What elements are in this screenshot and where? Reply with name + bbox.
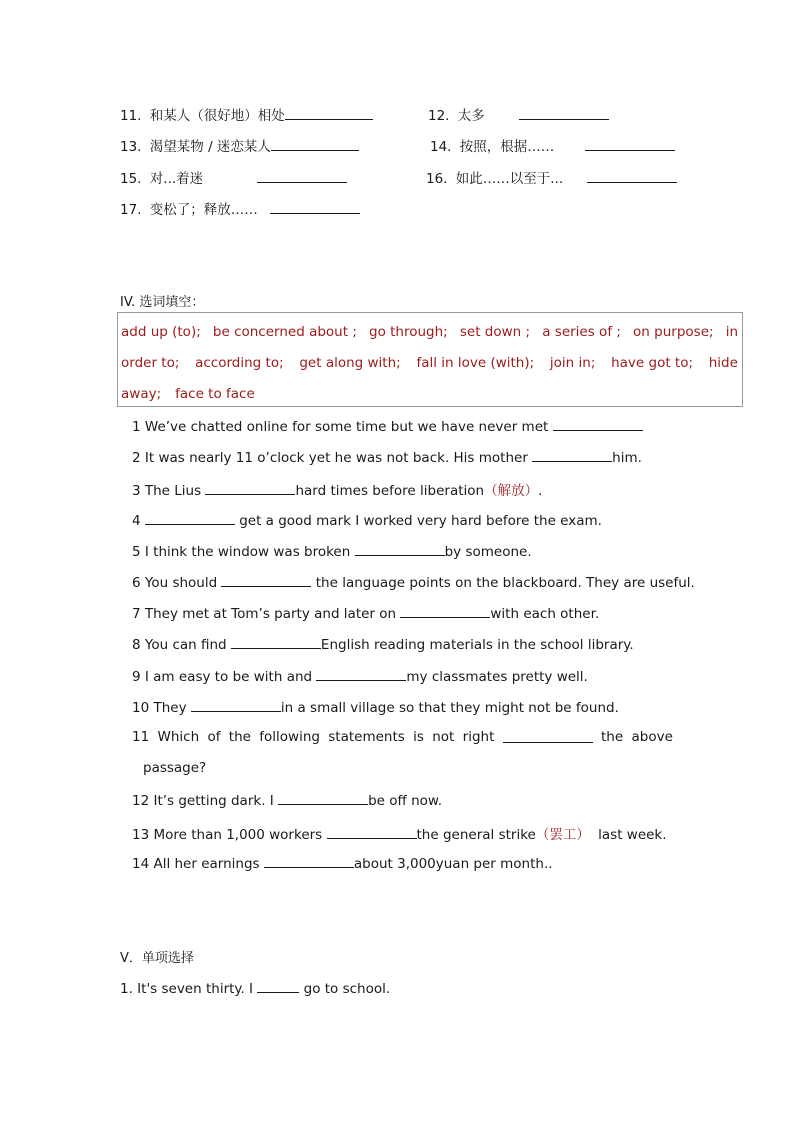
question-text: 5 I think the window was broken [132, 544, 351, 560]
question-13 [132, 823, 667, 843]
answer-blank[interactable] [270, 200, 360, 214]
answer-blank[interactable] [532, 448, 612, 462]
vocab-item-17 [120, 198, 360, 218]
question-text: be off now. [368, 793, 442, 809]
word-option: order to; [121, 355, 180, 371]
answer-blank[interactable] [191, 698, 281, 712]
answer-blank[interactable] [257, 979, 299, 993]
question-word: the [601, 729, 624, 745]
vocab-text: 和某人（很好地）相处 [149, 108, 285, 124]
question-text: the general strike [416, 827, 536, 843]
vocab-item-13 [120, 135, 359, 155]
question-text: 6 You should [132, 575, 218, 591]
section-heading-iv: IV. 选词填空： [120, 295, 205, 310]
word-option: set down ; [459, 324, 531, 340]
answer-blank[interactable] [327, 825, 417, 839]
word-bank-line-3 [121, 386, 738, 402]
word-option: face to face [175, 386, 255, 402]
vocab-text: 变松了；释放…… [149, 202, 258, 218]
question-text: 7 They met at Tom’s party and later on [132, 606, 397, 622]
question-text: about 3,000yuan per month.. [353, 856, 553, 872]
vocab-number: 12. [428, 108, 450, 124]
word-option: get along with; [299, 355, 401, 371]
question-word: above [631, 729, 673, 745]
answer-blank[interactable] [400, 604, 490, 618]
question-text: 8 You can find [132, 637, 227, 653]
word-option: away; [121, 386, 162, 402]
question-text: 1 We’ve chatted online for some time but we have never met [132, 419, 549, 435]
question-text: 13 More than 1,000 workers [132, 827, 323, 843]
question-text: get a good mark I worked very hard before the exam. [239, 513, 602, 529]
question-text: 2 It was nearly 11 o’clock yet he was not back. His mother [132, 450, 528, 466]
question-text: 14 All her earnings [132, 856, 260, 872]
word-bank-line-2 [121, 355, 738, 371]
question-text: 10 They [132, 700, 187, 716]
answer-blank[interactable] [257, 169, 347, 183]
vocab-number: 13. [120, 139, 142, 155]
answer-blank[interactable] [271, 137, 359, 151]
chinese-gloss: （罢工） [535, 827, 590, 843]
question-text: 3 The Lius [132, 483, 202, 499]
word-option: join in; [549, 355, 596, 371]
question-text: 12 It’s getting dark. I [132, 793, 274, 809]
question-text: 4 [132, 513, 141, 529]
word-bank-line-1 [121, 324, 738, 340]
word-option: go through; [369, 324, 448, 340]
question-1 [132, 417, 643, 435]
word-option: fall in love (with); [416, 355, 535, 371]
vocab-item-14 [430, 135, 675, 155]
vocab-number: 14. [430, 139, 452, 155]
question-text: in a small village so that they might not be found. [280, 700, 619, 716]
word-option: a series of ; [542, 324, 621, 340]
question-3 [132, 479, 542, 499]
answer-blank[interactable] [205, 481, 295, 495]
answer-blank[interactable] [355, 542, 445, 556]
vocab-text: 渴望某物 / 迷恋某人 [149, 139, 271, 155]
question-word: 11 [132, 729, 150, 745]
vocab-number: 16. [426, 171, 448, 187]
question-10 [132, 698, 619, 716]
answer-blank[interactable] [553, 417, 643, 431]
question-text: my classmates pretty well. [406, 669, 588, 685]
question-text: him. [612, 450, 642, 466]
question-2 [132, 448, 642, 466]
question-text: with each other. [490, 606, 600, 622]
answer-blank[interactable] [145, 511, 235, 525]
vocab-item-11 [120, 104, 373, 124]
question-text: English reading materials in the school library. [320, 637, 634, 653]
answer-blank[interactable] [231, 635, 321, 649]
vocab-text: 对...着迷 [149, 171, 204, 187]
word-option: on purpose; [633, 324, 714, 340]
answer-blank[interactable] [519, 106, 609, 120]
answer-blank[interactable] [285, 106, 373, 120]
question-word: right [462, 729, 495, 745]
answer-blank[interactable] [221, 573, 311, 587]
question-word: following [259, 729, 320, 745]
question-7 [132, 604, 599, 622]
vocab-text: 按照，根据…… [459, 139, 555, 155]
vocab-number: 17. [120, 202, 142, 218]
answer-blank[interactable] [278, 791, 368, 805]
question-text: by someone. [444, 544, 532, 560]
word-option: in [725, 324, 738, 340]
question-text: the language points on the blackboard. They are useful. [315, 575, 695, 591]
word-option: add up (to); [121, 324, 201, 340]
question-word: the [228, 729, 251, 745]
question-8 [132, 635, 634, 653]
question-text: 9 I am easy to be with and [132, 669, 313, 685]
question-4 [132, 511, 602, 529]
question-text: go to school. [303, 981, 391, 997]
vocab-text: 如此……以至于... [455, 171, 564, 187]
vocab-number: 11. [120, 108, 142, 124]
answer-blank[interactable] [264, 854, 354, 868]
section-heading-v: V．单项选择 [120, 951, 194, 966]
question-text: . [538, 483, 543, 499]
answer-blank[interactable] [316, 667, 406, 681]
word-bank-box [117, 312, 743, 407]
vocab-number: 15. [120, 171, 142, 187]
vocab-text: 太多 [457, 108, 485, 124]
word-option: have got to; [611, 355, 694, 371]
word-option: according to; [195, 355, 284, 371]
question-11-continued: passage? [143, 760, 207, 776]
question-word: not [432, 729, 455, 745]
question-text: 1. It's seven thirty. I [120, 981, 254, 997]
question-word: of [207, 729, 221, 745]
vocab-item-12 [428, 104, 609, 124]
word-option: hide [708, 355, 738, 371]
answer-blank[interactable] [503, 729, 593, 743]
chinese-gloss: （解放） [484, 483, 539, 499]
word-option: be concerned about ; [212, 324, 357, 340]
question-11 [132, 729, 673, 745]
question-word: statements [328, 729, 405, 745]
question-14 [132, 854, 553, 872]
vocab-item-15 [120, 167, 347, 187]
question-word: is [413, 729, 424, 745]
question-text: hard times before liberation [295, 483, 485, 499]
question-word: Which [157, 729, 200, 745]
question-6 [132, 573, 695, 591]
answer-blank[interactable] [585, 137, 675, 151]
answer-blank[interactable] [587, 169, 677, 183]
question-text: last week. [598, 827, 667, 843]
question-9 [132, 667, 588, 685]
question-12 [132, 791, 442, 809]
choice-question-1 [120, 979, 390, 997]
vocab-item-16 [426, 167, 677, 187]
question-5 [132, 542, 532, 560]
